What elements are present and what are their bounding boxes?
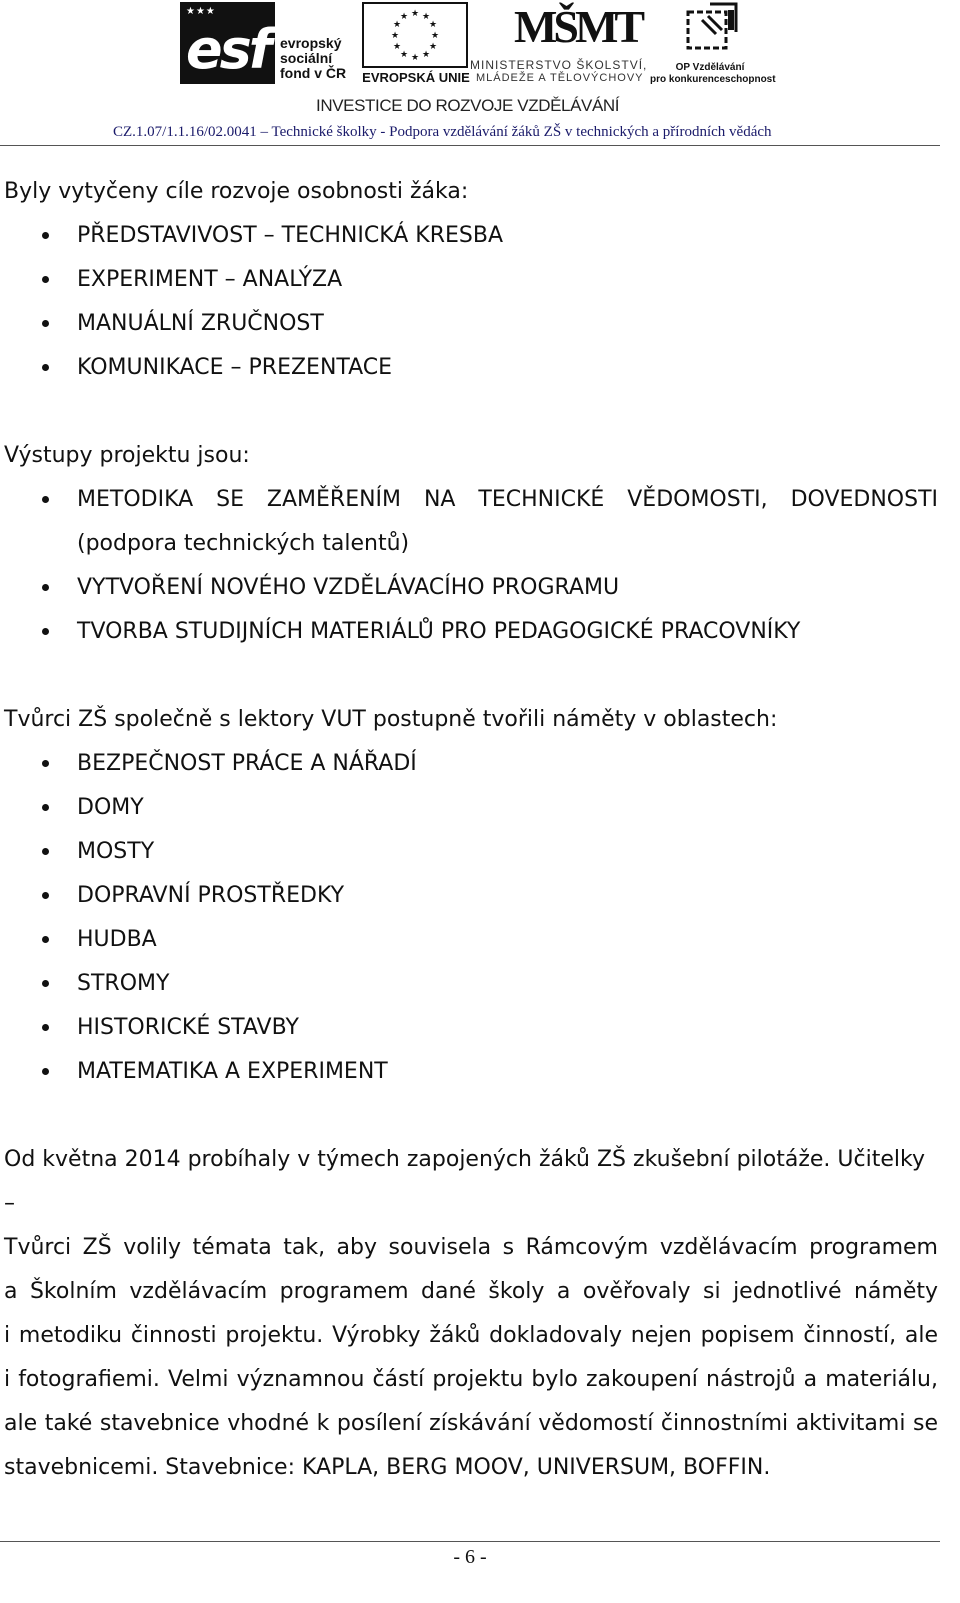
paragraph-line: i metodiku činnosti projektu. Výrobky žáků dokladovaly nejen popisem činností, ale [4,1323,938,1348]
list-item [4,918,938,962]
project-code: CZ.1.07/1.1.16/02.0041 – Technické školky - Podpora vzdělávání žáků ZŠ v technických a přírodních vědách [113,124,772,140]
paragraph-line: Tvůrci ZŠ volily témata tak, aby souvisela s Rámcovým vzdělávacím programem [4,1235,938,1260]
list-item-text: VYTVOŘENÍ NOVÉHO VZDĚLÁVACÍHO PROGRAMU [77,575,620,600]
list-item-text: KOMUNIKACE – PREZENTACE [77,355,393,380]
list-item [4,742,938,786]
spacer [4,390,938,434]
list-item [4,214,938,258]
goals-intro: Byly vytyčeny cíle rozvoje osobnosti žáka: [4,179,469,204]
bullet-icon [42,276,49,283]
svg-text:★: ★ [428,42,438,52]
esf-logo-text: esf [186,18,270,81]
page-header [0,0,960,150]
svg-text:★: ★ [399,12,409,22]
list-item [4,610,938,654]
outputs-list [4,478,938,654]
bullet-icon [42,804,49,811]
svg-text:★: ★ [430,31,440,41]
op-caption-line-1: OP Vzdělávání [675,62,745,73]
list-item [4,1050,938,1094]
msmt-caption-line-1: MINISTERSTVO ŠKOLSTVÍ, [470,58,648,72]
bullet-icon [42,760,49,767]
esf-caption [280,36,346,81]
bullet-icon [42,1024,49,1031]
list-item [4,302,938,346]
eu-flag-icon [362,2,468,68]
outputs-intro: Výstupy projektu jsou: [4,443,250,468]
list-item [4,566,938,610]
svg-text:★: ★ [399,50,409,60]
msmt-logo [470,0,648,86]
op-caption-line-2: pro konkurenceschopnost [650,74,776,85]
list-item-text: HISTORICKÉ STAVBY [77,1015,299,1040]
spacer [4,1094,938,1138]
esf-caption-line: evropský [280,35,342,51]
bullet-icon [42,1068,49,1075]
msmt-caption-line-2: MLÁDEŽE A TĚLOVÝCHOVY [476,72,644,84]
bullet-icon [42,496,49,503]
svg-text:★: ★ [390,31,400,41]
bullet-icon [42,628,49,635]
footer-divider [0,1541,940,1542]
list-item-text: MANUÁLNÍ ZRUČNOST [77,311,324,336]
svg-text:★: ★ [392,42,402,52]
list-item-text: TVORBA STUDIJNÍCH MATERIÁLŮ PRO PEDAGOGICKÉ PRACOVNÍKY [77,619,801,644]
eu-caption: EVROPSKÁ UNIE [362,70,470,85]
goals-list [4,214,938,390]
bullet-icon [42,232,49,239]
svg-text:★: ★ [410,53,420,63]
list-item-text: EXPERIMENT – ANALÝZA [77,267,343,292]
esf-logo-mark [180,2,275,84]
esf-logo [180,0,358,86]
svg-text:★: ★ [421,50,431,60]
svg-text:★: ★ [392,20,402,30]
list-item-text: HUDBA [77,927,157,952]
list-item-text: STROMY [77,971,170,996]
page-number: - 6 - [453,1546,487,1568]
list-item-text: MOSTY [77,839,155,864]
paragraph-line: stavebnicemi. Stavebnice: KAPLA, BERG MOOV, UNIVERSUM, BOFFIN. [4,1455,771,1480]
list-item [4,962,938,1006]
investice-slogan: INVESTICE DO ROZVOJE VZDĚLÁVÁNÍ [316,96,620,115]
bullet-icon [42,936,49,943]
bullet-icon [42,584,49,591]
op-vk-logo [650,2,776,86]
bullet-icon [42,892,49,899]
document-body [4,170,938,1490]
list-item-text: DOPRAVNÍ PROSTŘEDKY [77,883,345,908]
svg-text:★: ★ [421,12,431,22]
paragraph-line: ale také stavebnice vhodné k posílení získávání vědomostí činnostními aktivitami se [4,1411,938,1436]
paragraph-line: a Školním vzdělávacím programem dané školy a ověřovaly si jednotlivé náměty [4,1279,938,1304]
list-item-text: DOMY [77,795,144,820]
paragraph-line: i fotografiemi. Velmi významnou částí projektu bylo zakoupení nástrojů a materiálu, [4,1367,938,1392]
list-item [4,478,938,566]
paragraph-line: Od května 2014 probíhaly v týmech zapojených žáků ZŠ zkušební pilotáže. Učitelky – [4,1147,925,1216]
list-item [4,346,938,390]
bullet-icon [42,320,49,327]
bullet-icon [42,364,49,371]
bullet-icon [42,980,49,987]
list-item [4,830,938,874]
op-vk-mark-icon [680,2,740,54]
svg-text:★: ★ [410,9,420,19]
list-item [4,258,938,302]
bullet-icon [42,848,49,855]
list-item [4,1006,938,1050]
esf-stars-icon: ★★★ [186,6,216,17]
list-item-text: PŘEDSTAVIVOST – TECHNICKÁ KRESBA [77,223,503,248]
svg-text:★: ★ [428,20,438,30]
header-divider [0,145,940,146]
topics-list [4,742,938,1094]
eu-logo [362,2,470,86]
list-item [4,786,938,830]
esf-caption-line: fond v ČR [280,65,347,81]
topics-intro: Tvůrci ZŠ společně s lektory VUT postupně tvořili náměty v oblastech: [4,707,778,732]
spacer [4,654,938,698]
esf-caption-line: sociální [280,50,333,66]
pilot-paragraph [4,1138,938,1490]
list-item-text: MATEMATIKA A EXPERIMENT [77,1059,388,1084]
list-item [4,874,938,918]
list-item-text: METODIKA SE ZAMĚŘENÍM NA TECHNICKÉ VĚDOMOSTI, DOVEDNOSTI [77,487,938,512]
list-item-text-continuation: (podpora technických talentů) [77,531,410,556]
msmt-logo-mark: MŠMT [514,1,642,52]
list-item-text: BEZPEČNOST PRÁCE A NÁŘADÍ [77,751,417,776]
